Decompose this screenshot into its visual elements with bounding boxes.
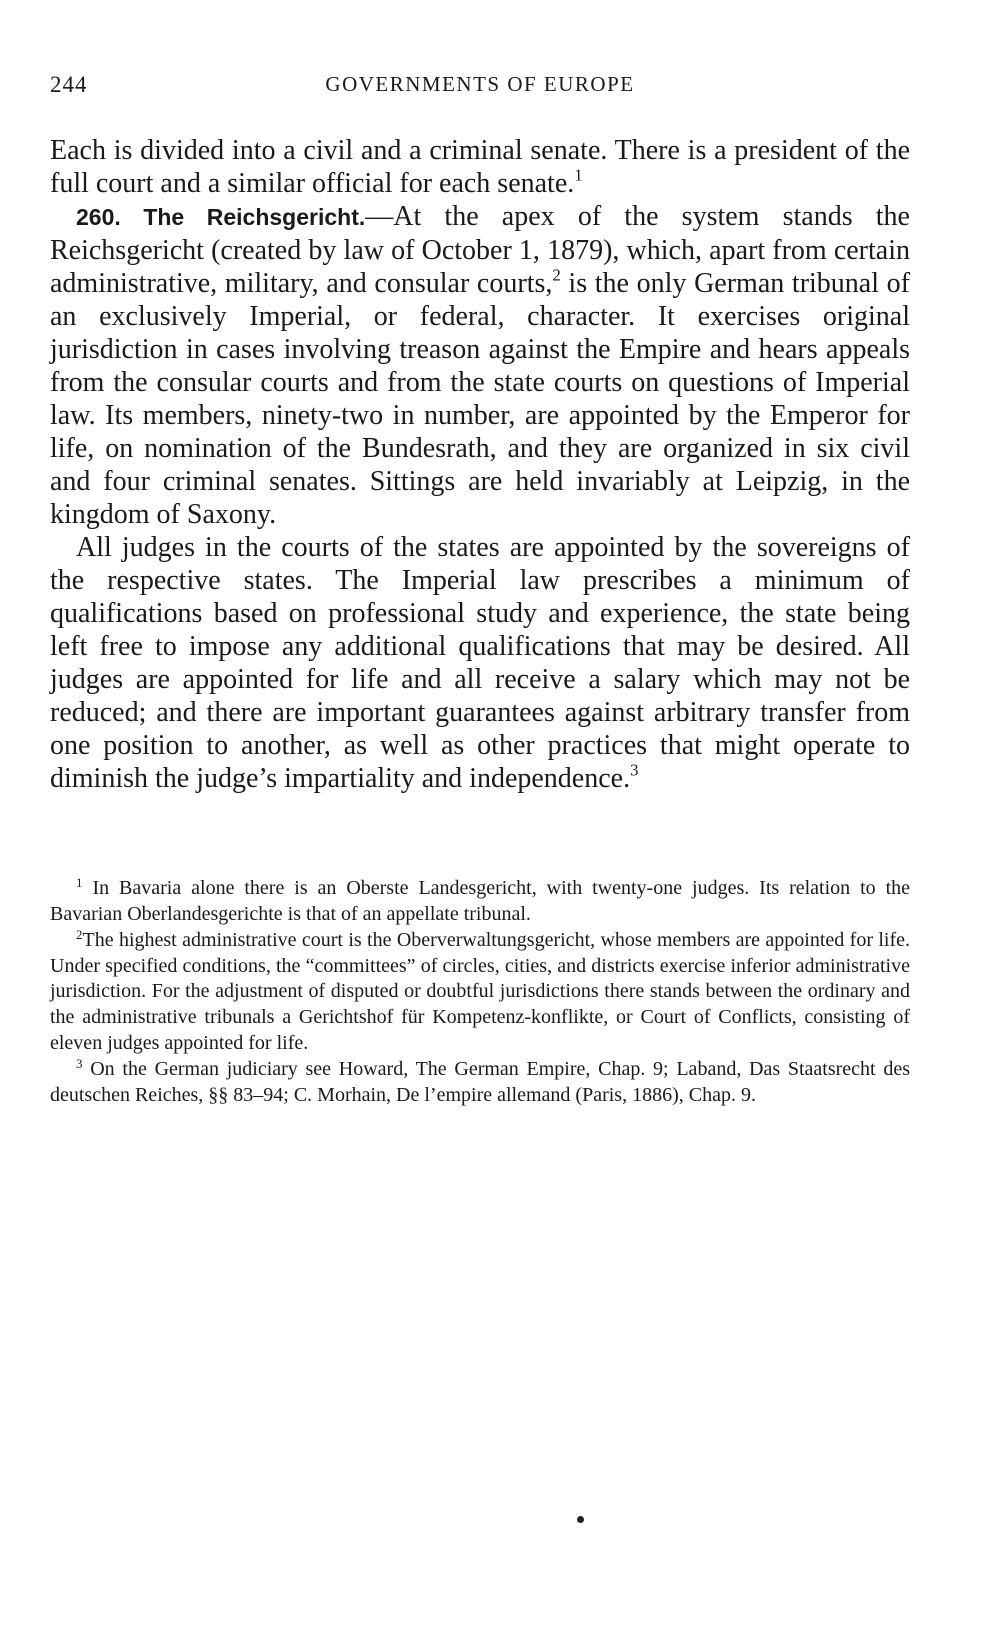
footnote-text: On the German judiciary see Howard, The German Empire, Chap. 9; Laband, Das Staatsrecht des deutschen Reiches, §§ 83–94; C. Morhain, De l’empire allemand (Paris, 1886), Chap. 9. <box>50 1058 911 1106</box>
page-number: 244 <box>50 72 88 97</box>
paragraph-senates <box>50 134 910 200</box>
footnote-ref-1[interactable]: 1 <box>574 165 583 185</box>
paragraph-text: Each is divided into a civil and a criminal senate. There is a president of the full court and a similar official for each senate. <box>50 135 910 199</box>
footnote-ref-2[interactable]: 2 <box>552 265 561 285</box>
ink-speck <box>577 1516 584 1523</box>
footnote-ref-3[interactable]: 3 <box>630 760 639 780</box>
section-heading: 260. The Reichsgericht. <box>76 204 366 230</box>
footnote-2 <box>50 928 910 1056</box>
footnote-mark: 1 <box>76 874 83 890</box>
main-text <box>50 134 910 795</box>
paragraph-text: is the only German tribunal of an exclusively Imperial, or federal, character. It exercises original jurisdiction in cases involving treason against the Empire and hears appeals from the consular courts and from the state courts on questions of Imperial law. Its members, ninety-two in number, are appointed by the Emperor for life, on nomination of the Bundesrath, and they are organized in six civil and four criminal senates. Sittings are held invariably at Leipzig, in the kingdom of Saxony. <box>50 268 910 530</box>
running-header <box>50 72 910 106</box>
footnote-text: In Bavaria alone there is an Oberste Landesgericht, with twenty-one judges. Its relation to the Bavarian Oberlandesgerichte is that of an appellate tribunal. <box>50 877 911 925</box>
footnote-1 <box>50 876 910 927</box>
running-title: GOVERNMENTS OF EUROPE <box>325 72 635 96</box>
footnote-3 <box>50 1057 910 1108</box>
footnote-text: The highest administrative court is the Oberverwaltungsgericht, whose members are appointed for life. Under specified conditions, the “committees” of circles, cities, and districts exercise inferior administrative jurisdiction. For the adjustment of disputed or doubtful jurisdictions there stands between the ordinary and the administrative tribunals a Gerichtshof für Kompetenz-konflikte, or Court of Conflicts, consisting of eleven judges appointed for life. <box>50 929 910 1054</box>
paragraph-text: All judges in the courts of the states are appointed by the sovereigns of the respective states. The Imperial law prescribes a minimum of qualifications based on professional study and experience, the state being left free to impose any additional qualifications that may be desired. All judges are appointed for life and all receive a salary which may not be reduced; and there are important guarantees against arbitrary transfer from one position to another, as well as other practices that might operate to diminish the judge’s impartiality and independence. <box>50 532 910 794</box>
footnote-mark: 3 <box>76 1056 83 1072</box>
footnote-mark: 2 <box>76 927 83 943</box>
paragraph-text: —At the apex of the system stands the Reichsgericht (created by law of October 1, 1879), which, apart from certain administrative, military, and consular courts, <box>50 201 910 299</box>
footnotes <box>50 876 910 1109</box>
paragraph-judges <box>50 531 910 795</box>
paragraph-reichsgericht <box>50 200 910 531</box>
